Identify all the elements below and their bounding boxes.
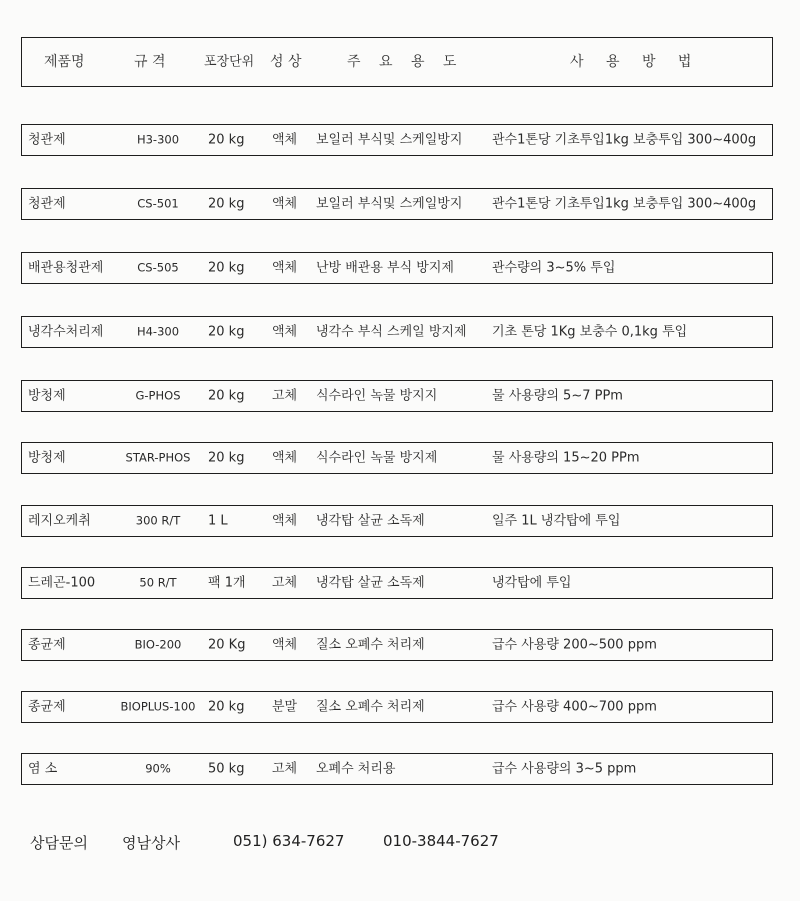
product-state: 고체: [272, 761, 298, 777]
product-row: [21, 629, 773, 661]
header-pack: 포장단위: [204, 54, 255, 70]
product-name: 레지오케취: [28, 513, 91, 529]
product-use: 질소 오폐수 처리제: [316, 699, 425, 715]
product-use: 보일러 부식및 스케일방지: [316, 132, 463, 148]
product-name: 드레곤-100: [28, 575, 96, 591]
product-use: 냉각수 부식 스케일 방지제: [316, 324, 467, 340]
product-method: 관수1톤당 기초투입1kg 보충투입 300~400g: [492, 132, 757, 148]
product-spec: BIOPLUS-100: [120, 699, 196, 714]
product-name: 청관제: [28, 196, 66, 212]
product-use: 냉각탑 살균 소독제: [316, 575, 425, 591]
product-state: 액체: [272, 196, 298, 212]
product-use: 식수라인 녹물 방지제: [316, 450, 438, 466]
product-state: 액체: [272, 324, 298, 340]
product-method: 냉각탑에 투입: [492, 575, 572, 591]
product-method: 급수 사용량 400~700 ppm: [492, 699, 657, 715]
product-row: [21, 188, 773, 220]
product-pack: 20 kg: [208, 132, 245, 148]
product-use: 냉각탑 살균 소독제: [316, 513, 425, 529]
product-method: 급수 사용량 200~500 ppm: [492, 637, 657, 653]
product-spec: 300 R/T: [135, 513, 181, 528]
product-use: 난방 배관용 부식 방지제: [316, 260, 454, 276]
product-pack: 50 kg: [208, 761, 245, 777]
product-use: 오폐수 처리용: [316, 761, 396, 777]
product-row: [21, 442, 773, 474]
product-pack: 20 kg: [208, 260, 245, 276]
product-use: 질소 오폐수 처리제: [316, 637, 425, 653]
product-name: 방청제: [28, 450, 66, 466]
header-name: 제품명: [44, 54, 85, 70]
product-name: 염 소: [28, 761, 58, 777]
phone-office: 051) 634-7627: [233, 832, 345, 850]
product-row: [21, 753, 773, 785]
header-state: 성 상: [270, 54, 302, 70]
product-row: [21, 505, 773, 537]
product-spec: CS-501: [137, 196, 179, 211]
product-name: 배관용청관제: [28, 260, 104, 276]
product-pack: 20 kg: [208, 388, 245, 404]
product-pack: 20 kg: [208, 196, 245, 212]
product-spec: 50 R/T: [139, 575, 177, 590]
product-name: 종균제: [28, 637, 66, 653]
product-state: 분말: [272, 699, 298, 715]
product-pack: 팩 1개: [208, 575, 246, 591]
product-row: [21, 567, 773, 599]
header-spec: 규 격: [134, 54, 166, 70]
product-method: 관수량의 3~5% 투입: [492, 260, 616, 276]
product-name: 종균제: [28, 699, 66, 715]
product-name: 청관제: [28, 132, 66, 148]
product-row: [21, 252, 773, 284]
product-state: 액체: [272, 513, 298, 529]
product-name: 냉각수처리제: [28, 324, 104, 340]
product-spec: H4-300: [136, 324, 180, 339]
header-method: 사 용 방 법: [570, 54, 692, 70]
product-state: 액체: [272, 260, 298, 276]
product-method: 일주 1L 냉각탑에 투입: [492, 513, 621, 529]
product-state: 고체: [272, 575, 298, 591]
product-pack: 20 kg: [208, 699, 245, 715]
phone-mobile: 010-3844-7627: [383, 832, 499, 850]
header-use: 주 요 용 도: [347, 54, 457, 70]
product-name: 방청제: [28, 388, 66, 404]
company-name: 영남상사: [122, 834, 180, 852]
product-pack: 20 Kg: [208, 637, 246, 653]
product-spec: 90%: [145, 761, 171, 776]
contact-footer: [0, 832, 800, 856]
product-method: 기초 톤당 1Kg 보충수 0,1kg 투입: [492, 324, 688, 340]
product-spec: BIO-200: [134, 637, 182, 652]
product-row: [21, 124, 773, 156]
contact-label: 상담문의: [30, 834, 88, 852]
product-row: [21, 691, 773, 723]
product-spec: H3-300: [136, 132, 180, 147]
product-state: 고체: [272, 388, 298, 404]
product-pack: 20 kg: [208, 450, 245, 466]
product-pack: 20 kg: [208, 324, 245, 340]
product-spec: G-PHOS: [135, 388, 181, 403]
product-row: [21, 316, 773, 348]
product-state: 액체: [272, 450, 298, 466]
product-method: 물 사용량의 5~7 PPm: [492, 388, 623, 404]
product-use: 식수라인 녹물 방지지: [316, 388, 438, 404]
product-use: 보일러 부식및 스케일방지: [316, 196, 463, 212]
product-method: 급수 사용량의 3~5 ppm: [492, 761, 637, 777]
product-spec: STAR-PHOS: [125, 450, 191, 465]
product-row: [21, 380, 773, 412]
product-state: 액체: [272, 132, 298, 148]
product-method: 관수1톤당 기초투입1kg 보충투입 300~400g: [492, 196, 757, 212]
product-spec: CS-505: [137, 260, 179, 275]
product-pack: 1 L: [208, 513, 228, 529]
product-state: 액체: [272, 637, 298, 653]
table-header: [21, 37, 773, 87]
product-method: 물 사용량의 15~20 PPm: [492, 450, 640, 466]
